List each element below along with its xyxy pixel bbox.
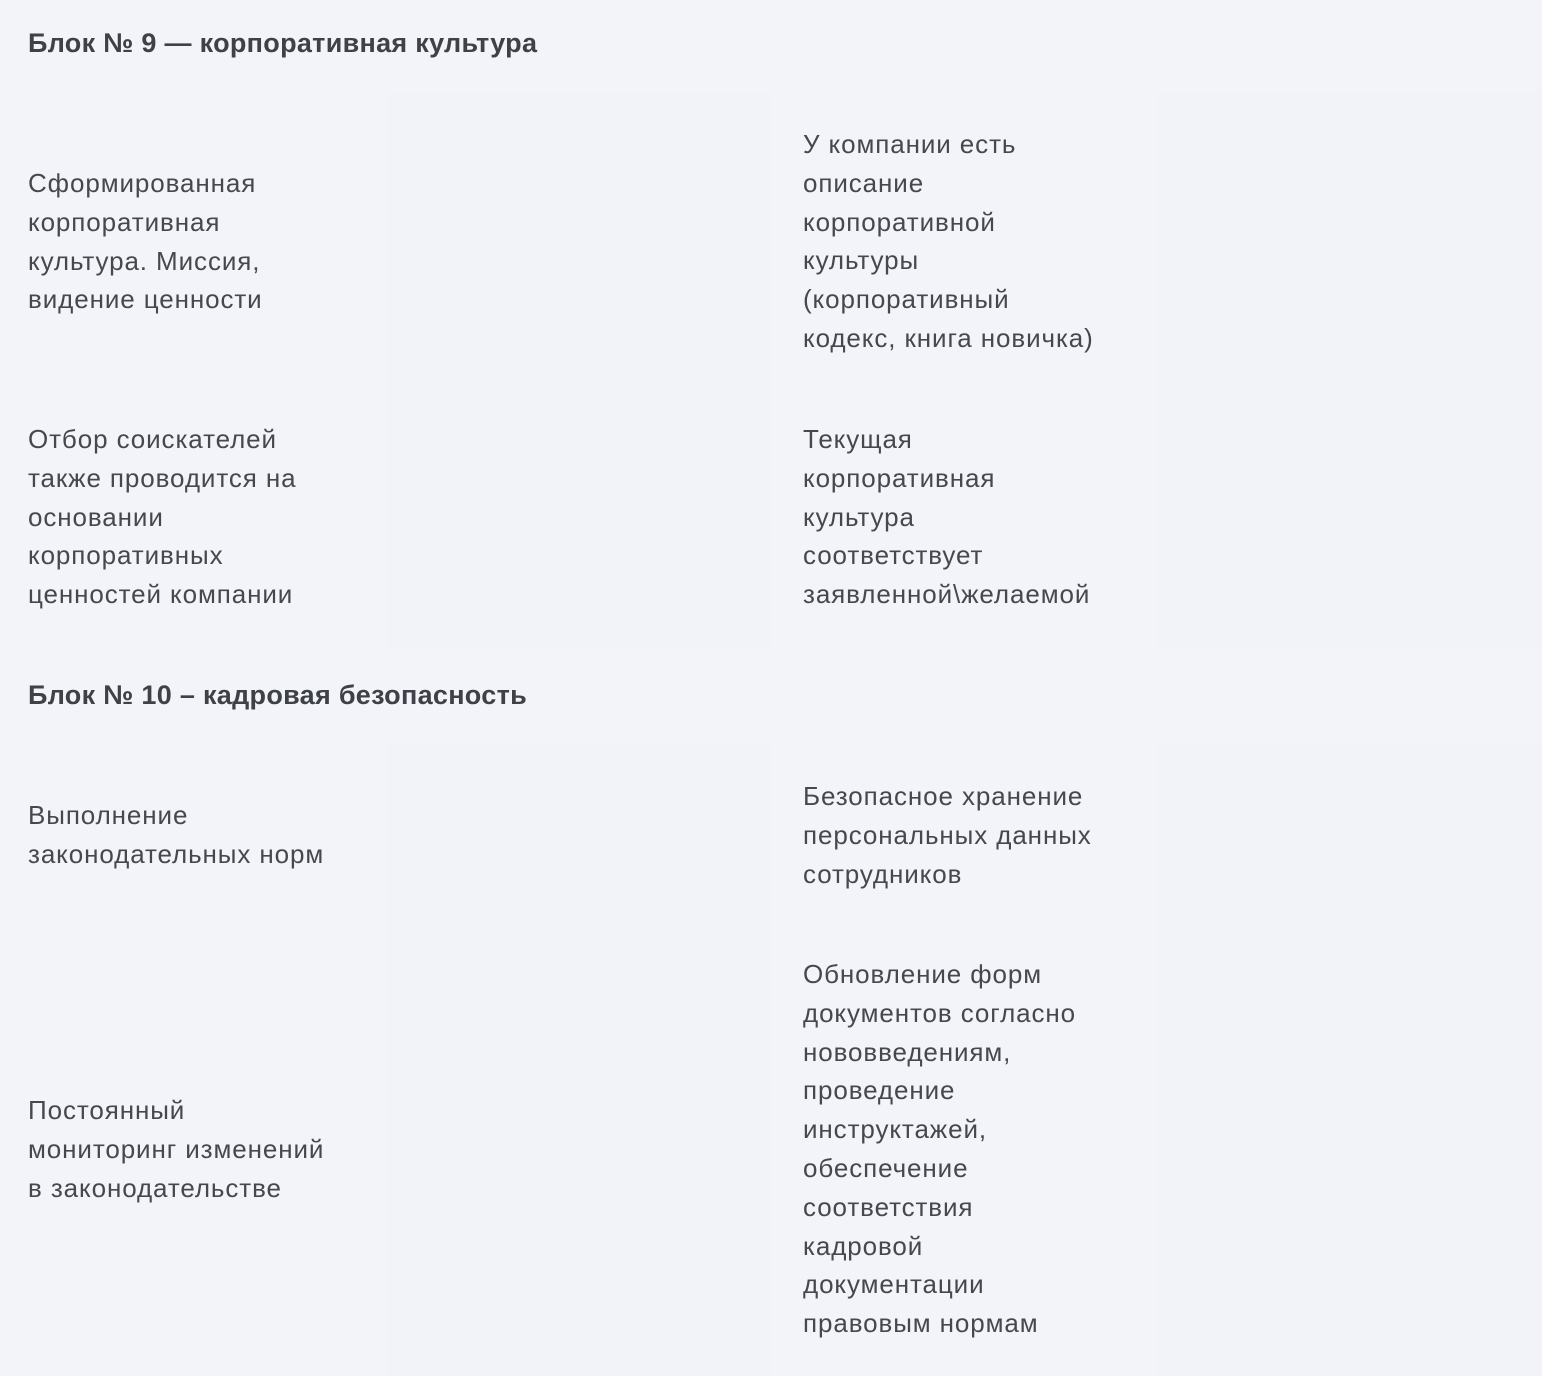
column-background [1158,744,1542,1376]
block-9-row-1-criterion: Сформированная корпоративная культура. Миссия, видение ценности [28,168,263,315]
block-9-row-2-criterion: Отбор соискателей также проводится на основании корпоративных ценностей компании [28,424,297,610]
block-10-row-1-criterion: Выполнение законодательных норм [28,800,325,869]
block-10-table [0,744,1542,1376]
column-background [386,92,772,648]
block-10-row-2-description: Обновление форм документов согласно нововведениям, проведение инструктажей, обеспечение соответствия кадровой документации правовым нормам [803,959,1077,1339]
block-9-row-1-description: У компании есть описание корпоративной культуры (корпоративный кодекс, книга новичка) [803,129,1094,353]
block-10-row-2-criterion: Постоянный мониторинг изменений в законодательстве [28,1095,325,1203]
block-10-row-1-description: Безопасное хранение персональных данных сотрудников [803,781,1092,889]
block-10-title: Блок № 10 – кадровая безопасность [28,680,527,710]
block-9-table [0,92,1542,648]
block-9-title: Блок № 9 — корпоративная культура [28,28,538,58]
block-9-row-2-description: Текущая корпоративная культура соответствует заявленной\желаемой [803,424,1091,610]
column-background [1158,92,1542,648]
column-background [386,744,772,1376]
